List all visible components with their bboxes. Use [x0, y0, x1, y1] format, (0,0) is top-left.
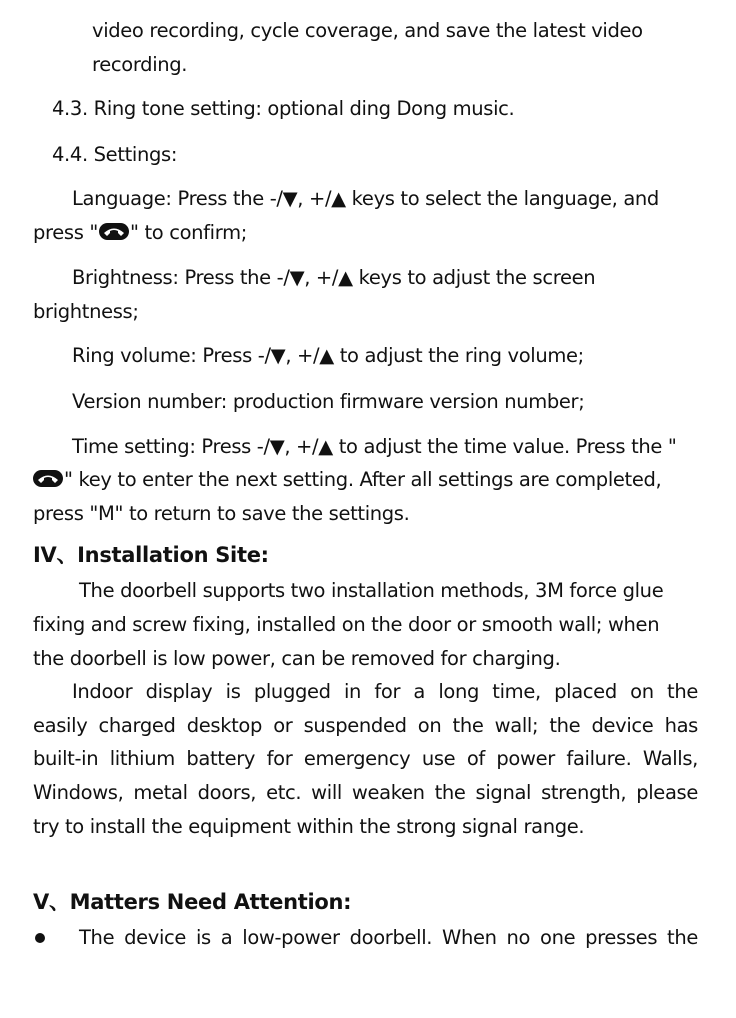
language-line-2: [33, 220, 247, 246]
installation-p2-line: Windows, metal doors, etc. will weaken the signal strength, please: [33, 781, 698, 804]
installation-p2-line: try to install the equipment within the strong signal range.: [33, 815, 585, 838]
text-fragment: press ": [33, 221, 99, 244]
text-line: video recording, cycle coverage, and save the latest video: [92, 19, 643, 42]
language-line: Language: Press the -/▼, +/▲ keys to select the language, and: [72, 187, 659, 210]
installation-heading: IV、Installation Site:: [33, 543, 269, 567]
time-setting-line-3: press "M" to return to save the settings.: [33, 502, 410, 525]
installation-p1-line: the doorbell is low power, can be removed for charging.: [33, 647, 561, 670]
attention-bullet-text: The device is a low-power doorbell. When no one presses the: [79, 926, 698, 949]
version-line: Version number: production firmware version number;: [72, 390, 585, 413]
ringtone-setting: 4.3. Ring tone setting: optional ding Dong music.: [52, 97, 515, 120]
ring-volume-line: Ring volume: Press -/▼, +/▲ to adjust the ring volume;: [72, 344, 584, 367]
time-setting-line: Time setting: Press -/▼, +/▲ to adjust the time value. Press the ": [72, 435, 677, 458]
attention-heading: V、Matters Need Attention:: [33, 890, 352, 914]
phone-handset-icon: [33, 470, 63, 487]
text-fragment: " key to enter the next setting. After all settings are completed,: [64, 468, 662, 491]
text-line: recording.: [92, 53, 188, 76]
time-setting-line-2: [33, 467, 661, 493]
installation-p1-line: The doorbell supports two installation methods, 3M force glue: [79, 579, 664, 602]
phone-handset-icon: [99, 223, 129, 240]
installation-p2-line: easily charged desktop or suspended on the wall; the device has: [33, 714, 698, 737]
installation-p1-line: fixing and screw fixing, installed on the door or smooth wall; when: [33, 613, 660, 636]
settings-heading: 4.4. Settings:: [52, 143, 178, 166]
brightness-line: Brightness: Press the -/▼, +/▲ keys to adjust the screen: [72, 266, 596, 289]
installation-p2-line: Indoor display is plugged in for a long time, placed on the: [72, 680, 698, 703]
bullet-icon: [35, 933, 45, 943]
installation-p2-line: built-in lithium battery for emergency use of power failure. Walls,: [33, 747, 698, 770]
brightness-line-2: brightness;: [33, 300, 139, 323]
text-fragment: " to confirm;: [130, 221, 247, 244]
